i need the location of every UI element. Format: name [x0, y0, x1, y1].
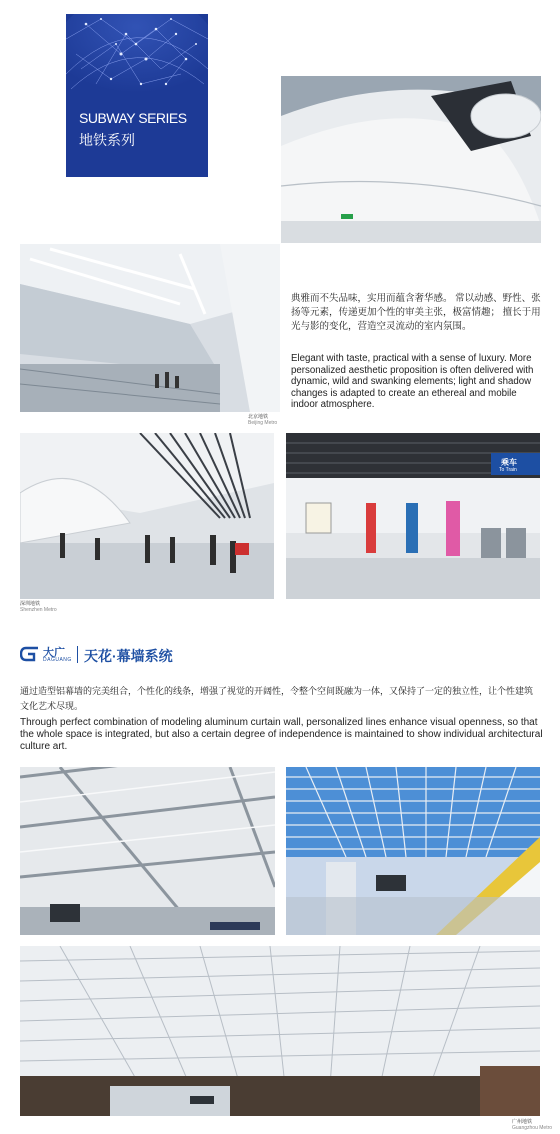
- series-title-cn: 地铁系列: [79, 132, 135, 148]
- train-sign-en: To Train: [499, 467, 517, 473]
- caption-shenzhen-cn: 深圳地铁: [20, 601, 41, 607]
- photo-station-concourse: [286, 433, 540, 599]
- brand-name-en: DAGUANG: [43, 657, 72, 663]
- caption-beijing-en: Beijing Metro: [248, 420, 278, 426]
- brand-divider: [77, 646, 78, 663]
- caption-beijing-cn: 北京地铁: [248, 414, 269, 420]
- caption-guangzhou-cn: 广州地铁: [512, 1119, 533, 1125]
- daguang-logo-icon: [20, 645, 40, 663]
- intro-text-cn: 典雅而不失品味，实用而蕴含奢华感。 常以动感、野性、张扬等元素，传递更加个性的审美主张，极富情趣； 擅长于用光与影的变化，营造空灵流动的室内氛围。: [291, 293, 541, 332]
- subway-series-cover: [66, 14, 208, 177]
- product-line: 天花·幕墙系统: [84, 648, 173, 664]
- brand-name-cn: 大广: [43, 647, 65, 659]
- photo-curved-ceiling: [281, 76, 541, 243]
- photo-shenzhen-metro: [20, 433, 274, 599]
- brand-logo: [20, 644, 210, 666]
- series-title-en: SUBWAY SERIES: [79, 110, 187, 126]
- photo-white-panel-ceiling: [20, 767, 275, 935]
- network-globe-graphic: [66, 14, 208, 177]
- photo-grid-ceiling-wide: [20, 946, 540, 1116]
- intro-text-en: Elegant with taste, practical with a sense of luxury. More personalized aesthetic proposition is often delivered with dynamic, wild and swanking elements; light and shadow changes is adapted to create an ethereal and mobile indoor atmosphere.: [291, 353, 534, 410]
- caption-shenzhen-en: Shenzhen Metro: [20, 607, 57, 613]
- description-cn: 通过造型铝幕墙的完美组合，个性化的线条，增强了视觉的开阔性，令整个空间既融为一体，又保持了一定的独立性，让个性建筑文化艺术尽现。: [20, 686, 534, 711]
- description-en: Through perfect combination of modeling aluminum curtain wall, personalized lines enhance visual openness, so that the whole space is integrated, but also a certain degree of independence is maintained to show individual architectural culture art.: [20, 717, 543, 752]
- photo-beijing-metro: [20, 244, 280, 412]
- photo-blue-grid-platform: [286, 767, 540, 935]
- caption-guangzhou-en: Guangzhou Metro: [512, 1125, 553, 1131]
- train-sign-cn: 乘车: [501, 458, 517, 467]
